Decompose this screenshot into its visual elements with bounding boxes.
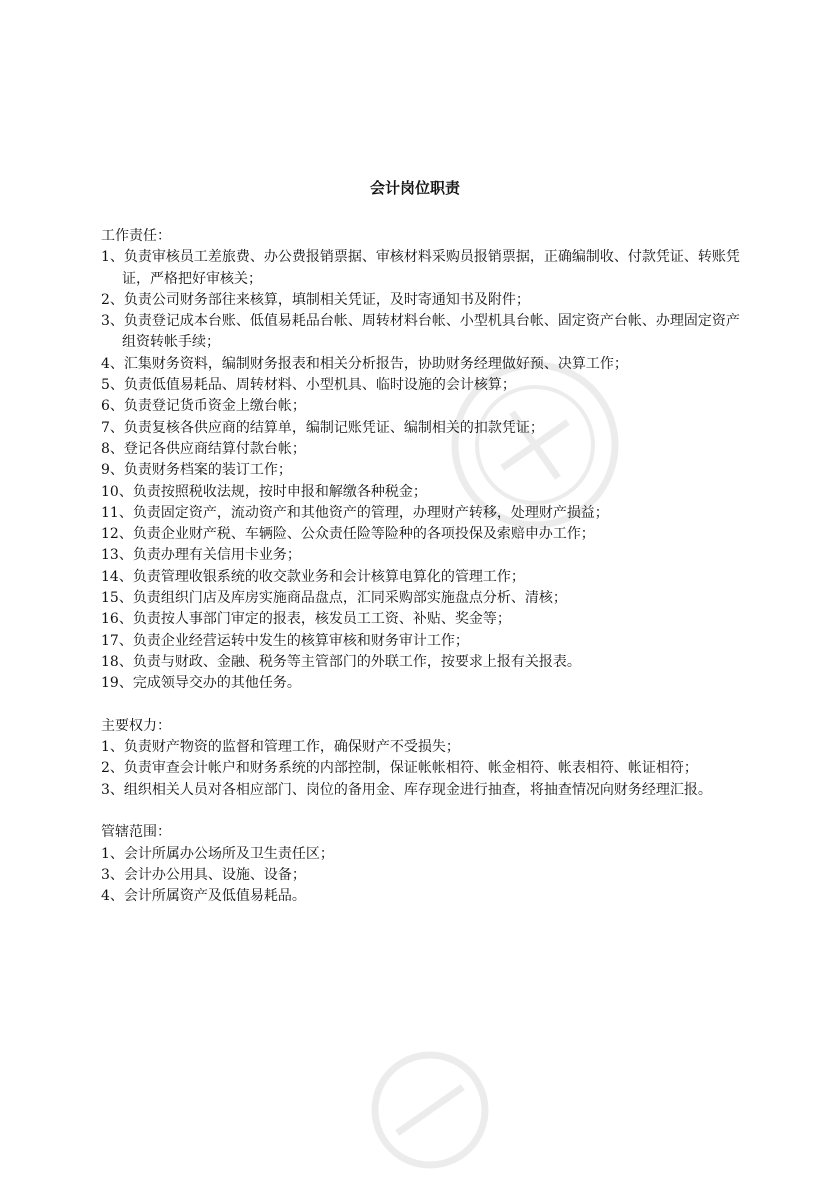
list-item: 9、负责财务档案的装订工作； (101, 462, 292, 479)
list-item: 4、会计所属资产及低值易耗品。 (101, 888, 306, 905)
list-item: 8、登记各供应商结算付款台帐； (101, 440, 306, 457)
list-item: 15、负责组织门店及库房实施商品盘点，汇同采购部实施盘点分析、清核； (101, 590, 567, 607)
list-item: 3、负责登记成本台账、低值易耗品台帐、周转材料台帐、小型机具台帐、固定资产台帐、办理固定资产组资转帐手续； (101, 313, 740, 351)
list-item: 13、负责办理有关信用卡业务； (101, 547, 301, 564)
list-item: 11、负责固定资产，流动资产和其他资产的管理，办理财产转移，处理财产损益； (101, 504, 609, 521)
section-heading: 管辖范围： (101, 824, 171, 841)
section-main-powers (101, 716, 751, 801)
list-item: 1、负责审核员工差旅费、办公费报销票据、审核材料采购员报销票据，正确编制收、付款凭证、转账凭证，严格把好审核关； (101, 249, 740, 287)
list-item: 10、负责按照税收法规，按时申报和解缴各种税金； (101, 483, 427, 500)
list-item: 3、会计办公用具、设施、设备； (101, 866, 306, 883)
list-item: 6、负责登记货币资金上缴台帐； (101, 398, 306, 415)
section-heading: 主要权力： (101, 717, 171, 734)
jurisdiction-list (101, 844, 751, 908)
list-item: 3、组织相关人员对各相应部门、岗位的备用金、库存现金进行抽查，将抽查情况向财务经理汇报。 (101, 781, 712, 798)
section-work-responsibilities (101, 226, 751, 695)
list-item: 16、负责按人事部门审定的报表，核发员工工资、补贴、奖金等； (101, 611, 511, 628)
list-item: 4、汇集财务资料，编制财务报表和相关分析报告，协助财务经理做好预、决算工作； (101, 355, 628, 372)
section-jurisdiction (101, 822, 751, 907)
watermark-stamp-icon (330, 1040, 530, 1184)
list-item: 5、负责低值易耗品、周转材料、小型机具、临时设施的会计核算； (101, 377, 516, 394)
document-title: 会计岗位职责 (369, 179, 460, 197)
list-item: 19、完成领导交办的其他任务。 (101, 675, 301, 692)
list-item: 12、负责企业财产税、车辆险、公众责任险等险种的各项投保及索赔申办工作； (101, 526, 595, 543)
list-item: 2、负责审查会计帐户和财务系统的内部控制，保证帐帐相符、帐金相符、帐表相符、帐证相符； (101, 760, 698, 777)
list-item: 2、负责公司财务部往来核算，填制相关凭证，及时寄通知书及附件； (101, 291, 530, 308)
document-body (101, 226, 751, 908)
list-item: 1、负责财产物资的监督和管理工作，确保财产不受损失； (101, 739, 460, 756)
list-item: 14、负责管理收银系统的收交款业务和会计核算电算化的管理工作； (101, 568, 525, 585)
list-item: 7、负责复核各供应商的结算单，编制记账凭证、编制相关的扣款凭证； (101, 419, 544, 436)
responsibility-list (101, 247, 751, 694)
list-item: 18、负责与财政、金融、税务等主管部门的外联工作，按要求上报有关报表。 (101, 653, 581, 670)
section-heading: 工作责任： (101, 228, 171, 244)
list-item: 1、会计所属办公场所及卫生责任区； (101, 845, 334, 862)
list-item: 17、负责企业经营运转中发生的核算审核和财务审计工作； (101, 632, 469, 649)
powers-list (101, 737, 751, 801)
